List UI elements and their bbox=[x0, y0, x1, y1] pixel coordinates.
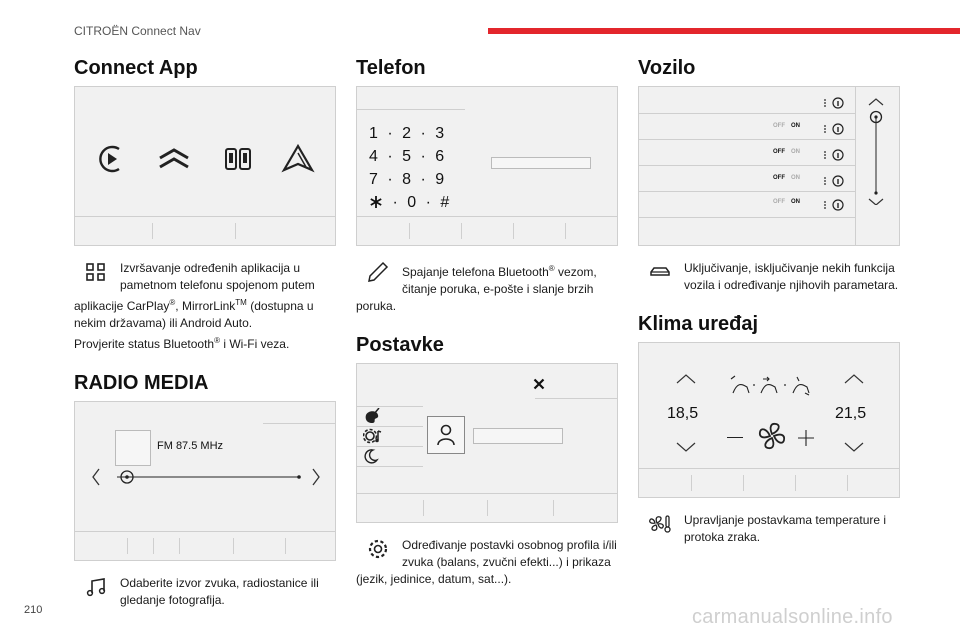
toggle-row-1[interactable]: OFF ON bbox=[773, 123, 800, 129]
close-icon[interactable] bbox=[533, 378, 545, 390]
connect-app-description: Izvršavanje određenih aplikacija u pametnom telefonu spojenom putem aplikacije CarPlay®, MirrorLink™ (dostupna u nekim državama) ili Android Auto. Provjerite status Bluetooth® i Wi-Fi veza. bbox=[74, 261, 315, 351]
fan-thermometer-icon bbox=[648, 512, 672, 536]
phone-handset-icon bbox=[366, 260, 390, 284]
connect-app-screen bbox=[74, 86, 336, 246]
postavke-screen bbox=[356, 363, 618, 523]
temp-right-up-icon[interactable] bbox=[843, 373, 865, 385]
fan-icon[interactable] bbox=[757, 421, 787, 451]
watermark: carmanualsonline.info bbox=[692, 606, 893, 628]
temp-left-down-icon[interactable] bbox=[675, 441, 697, 453]
radio-bottom-bar bbox=[75, 531, 335, 560]
gear-sound-icon[interactable] bbox=[363, 428, 383, 444]
klima-bottom-bar bbox=[639, 468, 899, 497]
section-title-telefon: Telefon bbox=[356, 57, 426, 79]
row-menu-info-icons[interactable] bbox=[823, 95, 845, 217]
klima-description: Upravljanje postavkama temperature i protoka zraka. bbox=[638, 512, 900, 546]
connect-app-bottom-bar bbox=[75, 216, 335, 245]
vertical-scrollbar[interactable] bbox=[863, 95, 889, 205]
key-2[interactable]: 2 bbox=[402, 125, 412, 142]
column-middle bbox=[356, 56, 618, 588]
toggle-row-3[interactable]: OFF ON bbox=[773, 175, 800, 181]
header-accent-bar bbox=[488, 28, 960, 34]
key-hash[interactable]: # bbox=[440, 194, 450, 211]
telefon-screen: 1 · 2 · 3 4 · 5 · 6 7 · 8 · 9 · 0 · # bbox=[356, 86, 618, 246]
key-5[interactable]: 5 bbox=[402, 148, 412, 165]
fan-increase-icon[interactable] bbox=[797, 429, 815, 447]
section-title-radio-media: RADIO MEDIA bbox=[74, 372, 209, 394]
key-7[interactable]: 7 bbox=[369, 171, 378, 188]
air-distribution-icons[interactable] bbox=[727, 373, 819, 397]
key-1[interactable]: 1 bbox=[369, 125, 378, 142]
temp-left-up-icon[interactable] bbox=[675, 373, 697, 385]
profile-name-field[interactable] bbox=[473, 428, 563, 444]
section-title-klima: Klima uređaj bbox=[638, 313, 759, 335]
mirrorlink-icon bbox=[221, 143, 255, 175]
page-number: 210 bbox=[24, 604, 43, 616]
telefon-bottom-bar bbox=[357, 216, 617, 245]
key-6[interactable]: 6 bbox=[435, 148, 445, 165]
toggle-row-2[interactable]: OFF ON bbox=[773, 149, 800, 155]
toggle-row-4[interactable]: OFF ON bbox=[773, 199, 800, 205]
section-title-connect-app: Connect App bbox=[74, 57, 198, 79]
settings-gear-icon bbox=[366, 537, 390, 561]
column-left bbox=[74, 56, 336, 609]
column-right bbox=[638, 56, 900, 546]
station-frequency: FM 87.5 MHz bbox=[157, 440, 224, 452]
temp-left-value: 18,5 bbox=[667, 405, 699, 422]
citroen-logo-icon bbox=[157, 143, 191, 175]
radio-media-description: Odaberite izvor zvuka, radiostanice ili gledanje fotografija. bbox=[74, 575, 336, 609]
vozilo-description: Uključivanje, isključivanje nekih funkcija vozila i određivanje njihovih parametara. bbox=[638, 260, 900, 294]
android-auto-icon bbox=[281, 143, 315, 175]
section-title-postavke: Postavke bbox=[356, 334, 444, 356]
asterisk-key-icon[interactable] bbox=[369, 195, 383, 209]
album-art-placeholder bbox=[115, 430, 151, 466]
key-0[interactable]: 0 bbox=[407, 194, 417, 211]
running-header: CITROËN Connect Nav bbox=[74, 24, 201, 38]
key-9[interactable]: 9 bbox=[435, 171, 445, 188]
profile-tile[interactable] bbox=[427, 416, 465, 454]
temp-right-value: 21,5 bbox=[835, 405, 867, 422]
postavke-description: Određivanje postavki osobnog profila i/ili zvuka (balans, zvučni efekti...) i prikaza (jezik, jedinice, datum, sat...). bbox=[356, 538, 617, 586]
vozilo-screen bbox=[638, 86, 900, 246]
section-title-vozilo: Vozilo bbox=[638, 57, 696, 79]
number-display-field[interactable] bbox=[491, 157, 591, 169]
radio-media-screen bbox=[74, 401, 336, 561]
carplay-icon bbox=[95, 143, 129, 175]
key-8[interactable]: 8 bbox=[402, 171, 412, 188]
klima-screen bbox=[638, 342, 900, 498]
music-note-icon bbox=[84, 575, 108, 599]
key-3[interactable]: 3 bbox=[435, 125, 445, 142]
telefon-description: Spajanje telefona Bluetooth® vezom, čitanje poruka, e-pošte i slanje brzih poruka. bbox=[356, 260, 618, 315]
palette-icon[interactable] bbox=[363, 408, 381, 424]
user-profile-icon bbox=[436, 423, 456, 447]
apps-grid-icon bbox=[84, 260, 108, 284]
postavke-bottom-bar bbox=[357, 493, 617, 522]
key-4[interactable]: 4 bbox=[369, 148, 378, 165]
tuner-slider[interactable] bbox=[89, 464, 323, 490]
car-icon bbox=[648, 260, 672, 284]
moon-icon[interactable] bbox=[363, 448, 379, 464]
temp-right-down-icon[interactable] bbox=[843, 441, 865, 453]
